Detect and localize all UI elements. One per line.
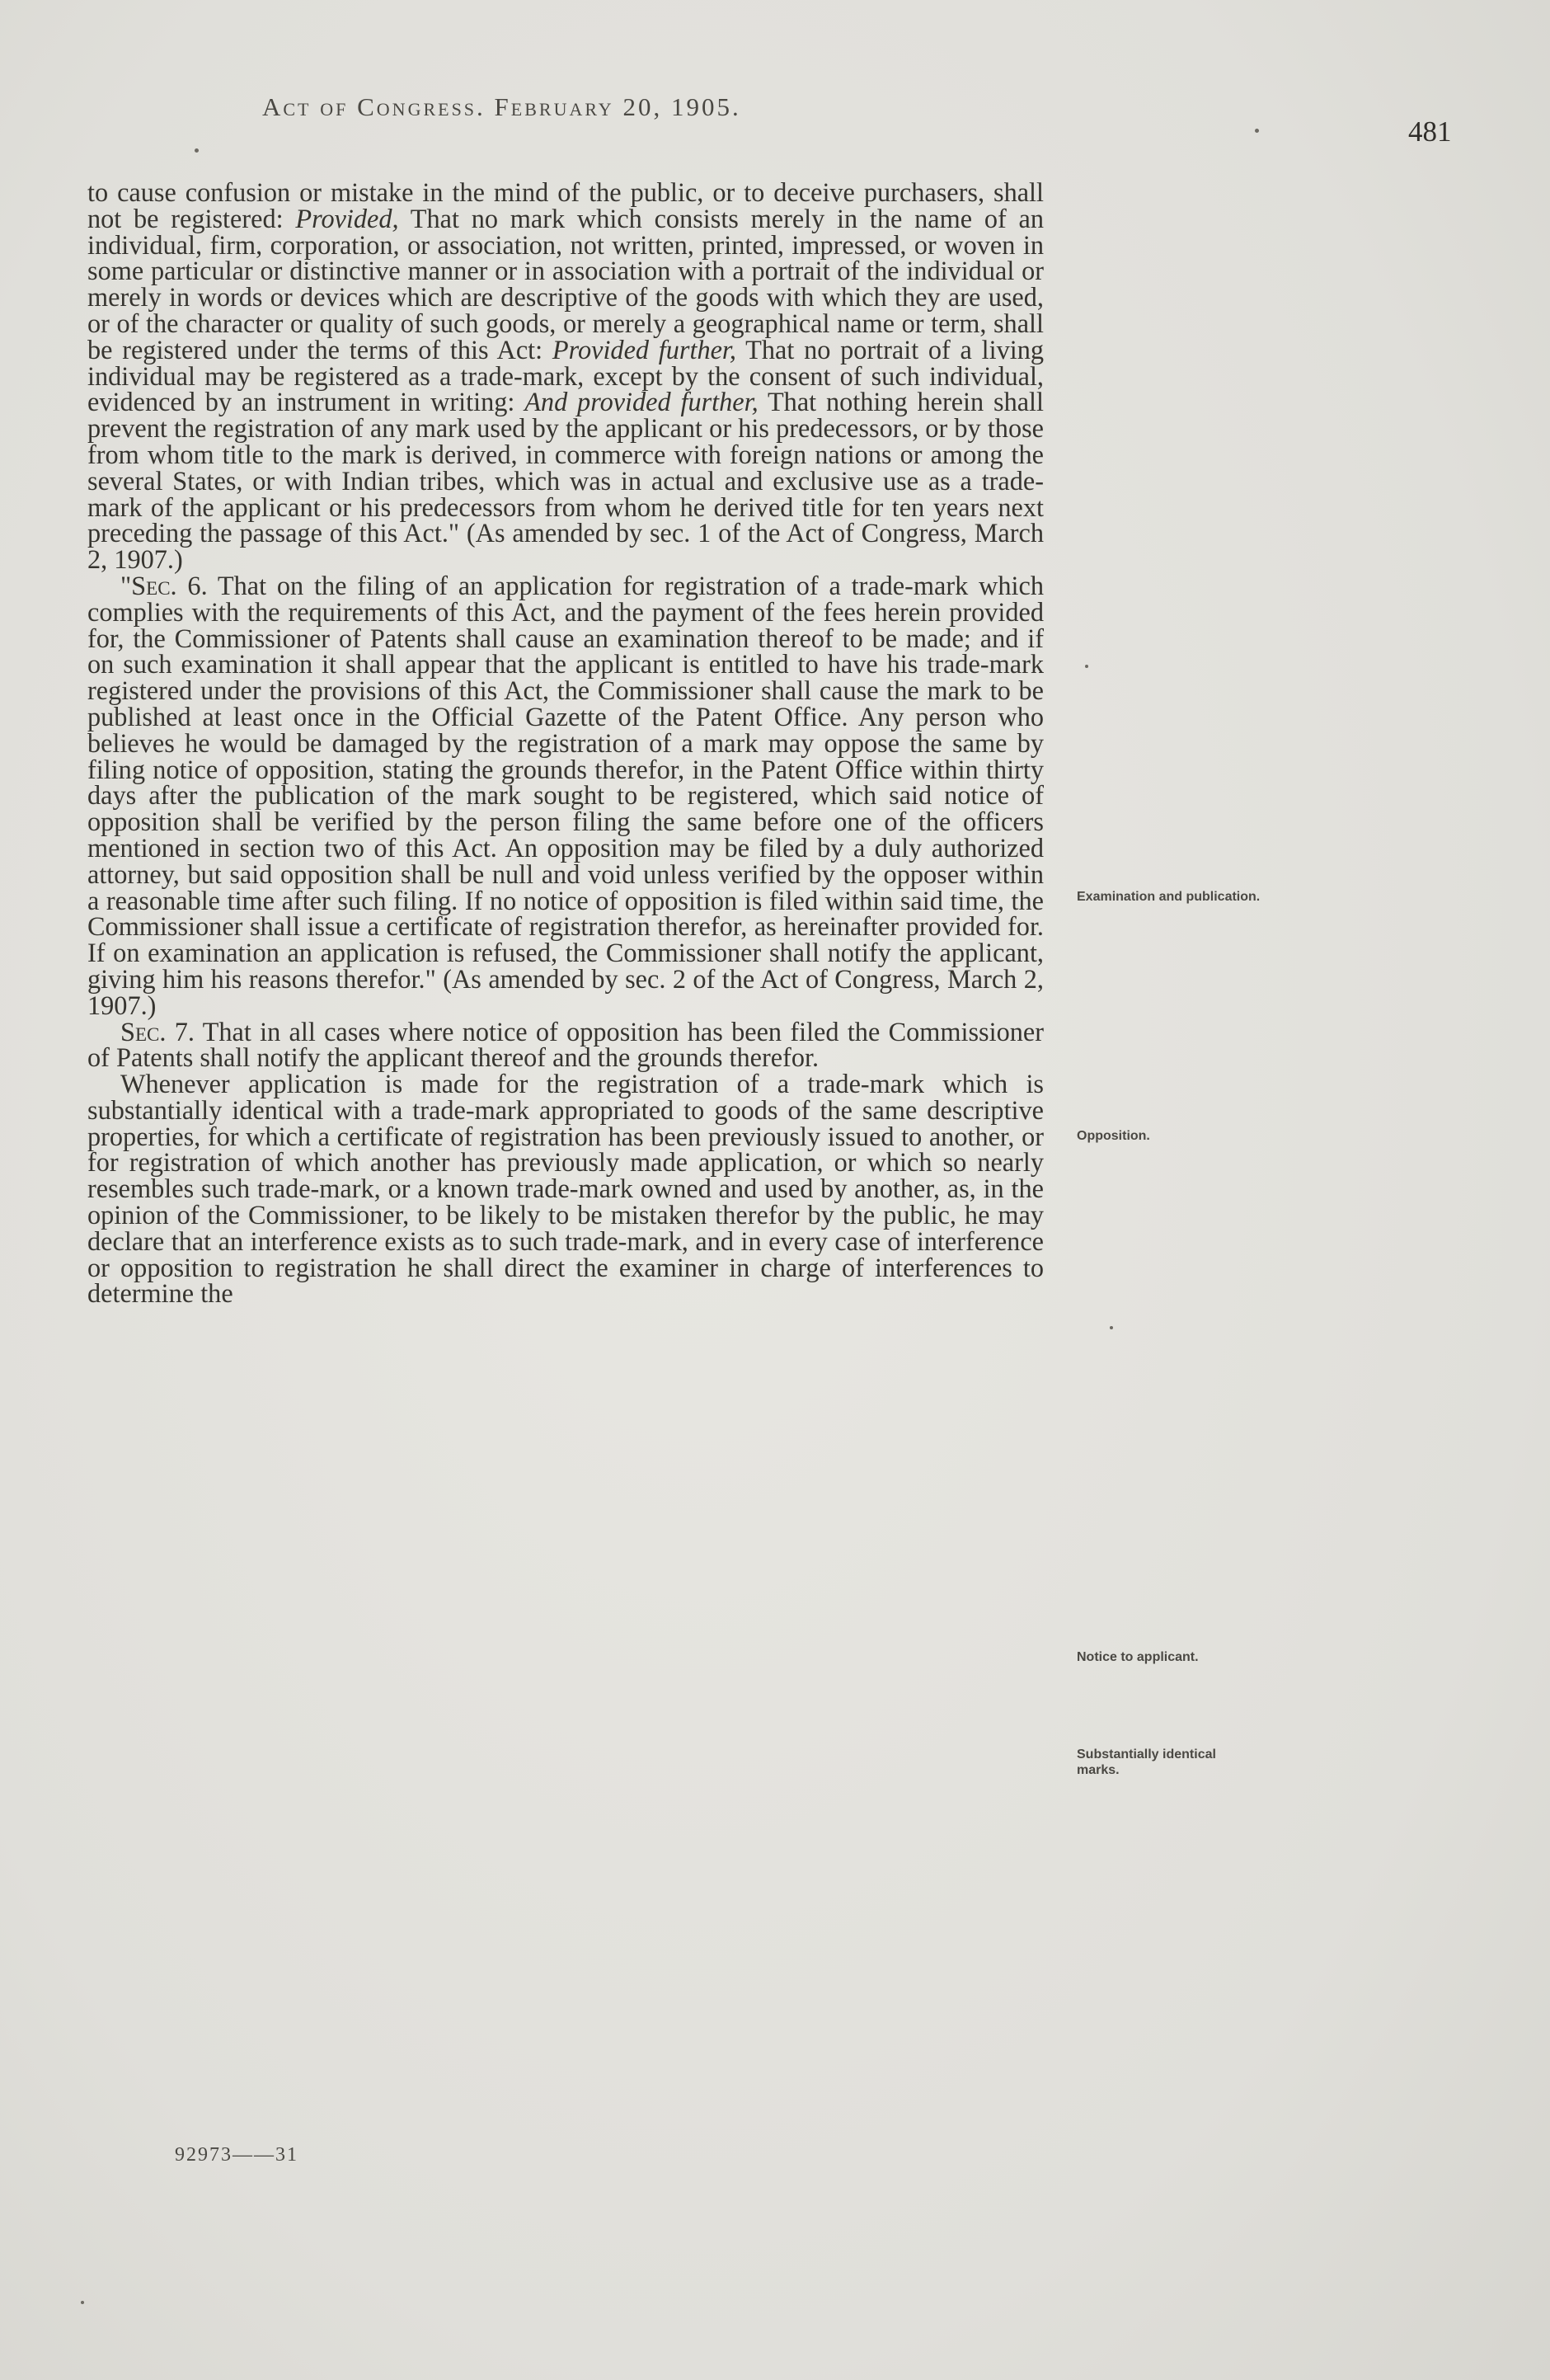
paragraph-interference bbox=[87, 1071, 1044, 1307]
page-number: 481 bbox=[1408, 115, 1452, 148]
paragraph-text: to cause confusion or mistake in the mind of the public, or to deceive purchasers, shall not be registered: bbox=[87, 177, 1044, 233]
paragraph-section-6 bbox=[87, 570, 1044, 1020]
running-head: Act of Congress. February 20, 1905. bbox=[262, 92, 741, 121]
margin-note-opposition: Opposition. bbox=[1077, 1129, 1150, 1143]
section-label: "Sec. 6. bbox=[120, 570, 208, 600]
paragraph-text: That no mark which consists merely in the name of an individual, firm, corporation, or association, not written, printed, impressed, or woven in some particular or distinctive manner or in association with a portrait of the individual or merely in words or devices which are descriptive of the goods with which they are used, or of the character or quality of such goods, or merely a geographical name or term, shall be registered under the terms of this Act: bbox=[87, 203, 1044, 365]
paragraph-text: That no portrait of a living individual may be registered as a trade-mark, except by the consent of such individual, evidenced by an instrument in writing: bbox=[87, 334, 1044, 417]
section-label: Sec. 7. bbox=[120, 1016, 195, 1047]
proviso-italic: Provided further, bbox=[552, 334, 736, 365]
margin-note-examination: Examination and publication. bbox=[1077, 890, 1261, 904]
ink-speck bbox=[1110, 1326, 1113, 1329]
paragraph-section-7 bbox=[87, 1016, 1044, 1073]
paragraph-text: That on the filing of an application for registration of a trade-mark which complies with the requirements of this Act, and the payment of the fees herein provided for, the Commissioner of Patents shall cause an examination thereof to be made; and if on such examination it shall appear that the applicant is entitled to have his trade-mark registered under the provisions of this Act, the Commissioner shall cause the mark to be published at least once in the Official Gazette of the Patent Office. Any person who believes he would be damaged by the registration of a mark may oppose the same by filing notice of opposition, stating the grounds therefor, in the Patent Office within thirty days after the publication of the mark sought to be registered, which said notice of opposition shall be verified by the person filing the same before one of the officers mentioned in section two of this Act. An opposition may be filed by a duly authorized attorney, but said opposition shall be null and void unless verified by the opposer within a reasonable time after such filing. If no notice of opposition is filed within said time, the Commissioner shall issue a certificate of registration therefor, as hereinafter provided for. If on examination an application is refused, the Commissioner shall notify the applicant, giving him his reasons therefor." (As amended by sec. 2 of the Act of Congress, March 2, 1907.) bbox=[87, 570, 1044, 1020]
proviso-italic: Provided, bbox=[295, 203, 399, 233]
ink-speck bbox=[1085, 665, 1088, 668]
ink-speck bbox=[195, 148, 199, 153]
proviso-italic: And provided further, bbox=[524, 387, 759, 417]
margin-note-notice: Notice to applicant. bbox=[1077, 1650, 1199, 1664]
printer-signature: 92973——31 bbox=[175, 2144, 298, 2166]
ink-speck bbox=[1255, 129, 1259, 133]
paragraph-continuation bbox=[87, 177, 1044, 575]
ink-speck bbox=[81, 2301, 84, 2304]
paragraph-text: That in all cases where notice of opposition has been filed the Commissioner of Patents shall notify the applicant thereof and the grounds therefor. bbox=[87, 1016, 1044, 1073]
paragraph-text: Whenever application is made for the registration of a trade-mark which is substantially identical with a trade-mark appropriated to goods of the same descriptive properties, for which a certificate of registration has been previously issued to another, or for registration of which another has previously made application, or which so nearly resembles such trade-mark, or a known trade-mark owned and used by another, as, in the opinion of the Commissioner, to be likely to be mistaken therefor by the public, he may declare that an interference exists as to such trade-mark, and in every case of interference or opposition to registration he shall direct the examiner in charge of interferences to determine the bbox=[87, 1069, 1044, 1309]
body-text bbox=[87, 177, 1044, 1309]
margin-note-identical: Substantially identical marks. bbox=[1077, 1747, 1216, 1777]
paragraph-text: That nothing herein shall prevent the registration of any mark used by the applicant or his predecessors, or by those from whom title to the mark is derived, in commerce with foreign nations or among the several States, or with Indian tribes, which was in actual and exclusive use as a trade-mark of the applicant or his predecessors from whom he derived title for ten years next preceding the passage of this Act." (As amended by sec. 1 of the Act of Congress, March 2, 1907.) bbox=[87, 387, 1044, 575]
